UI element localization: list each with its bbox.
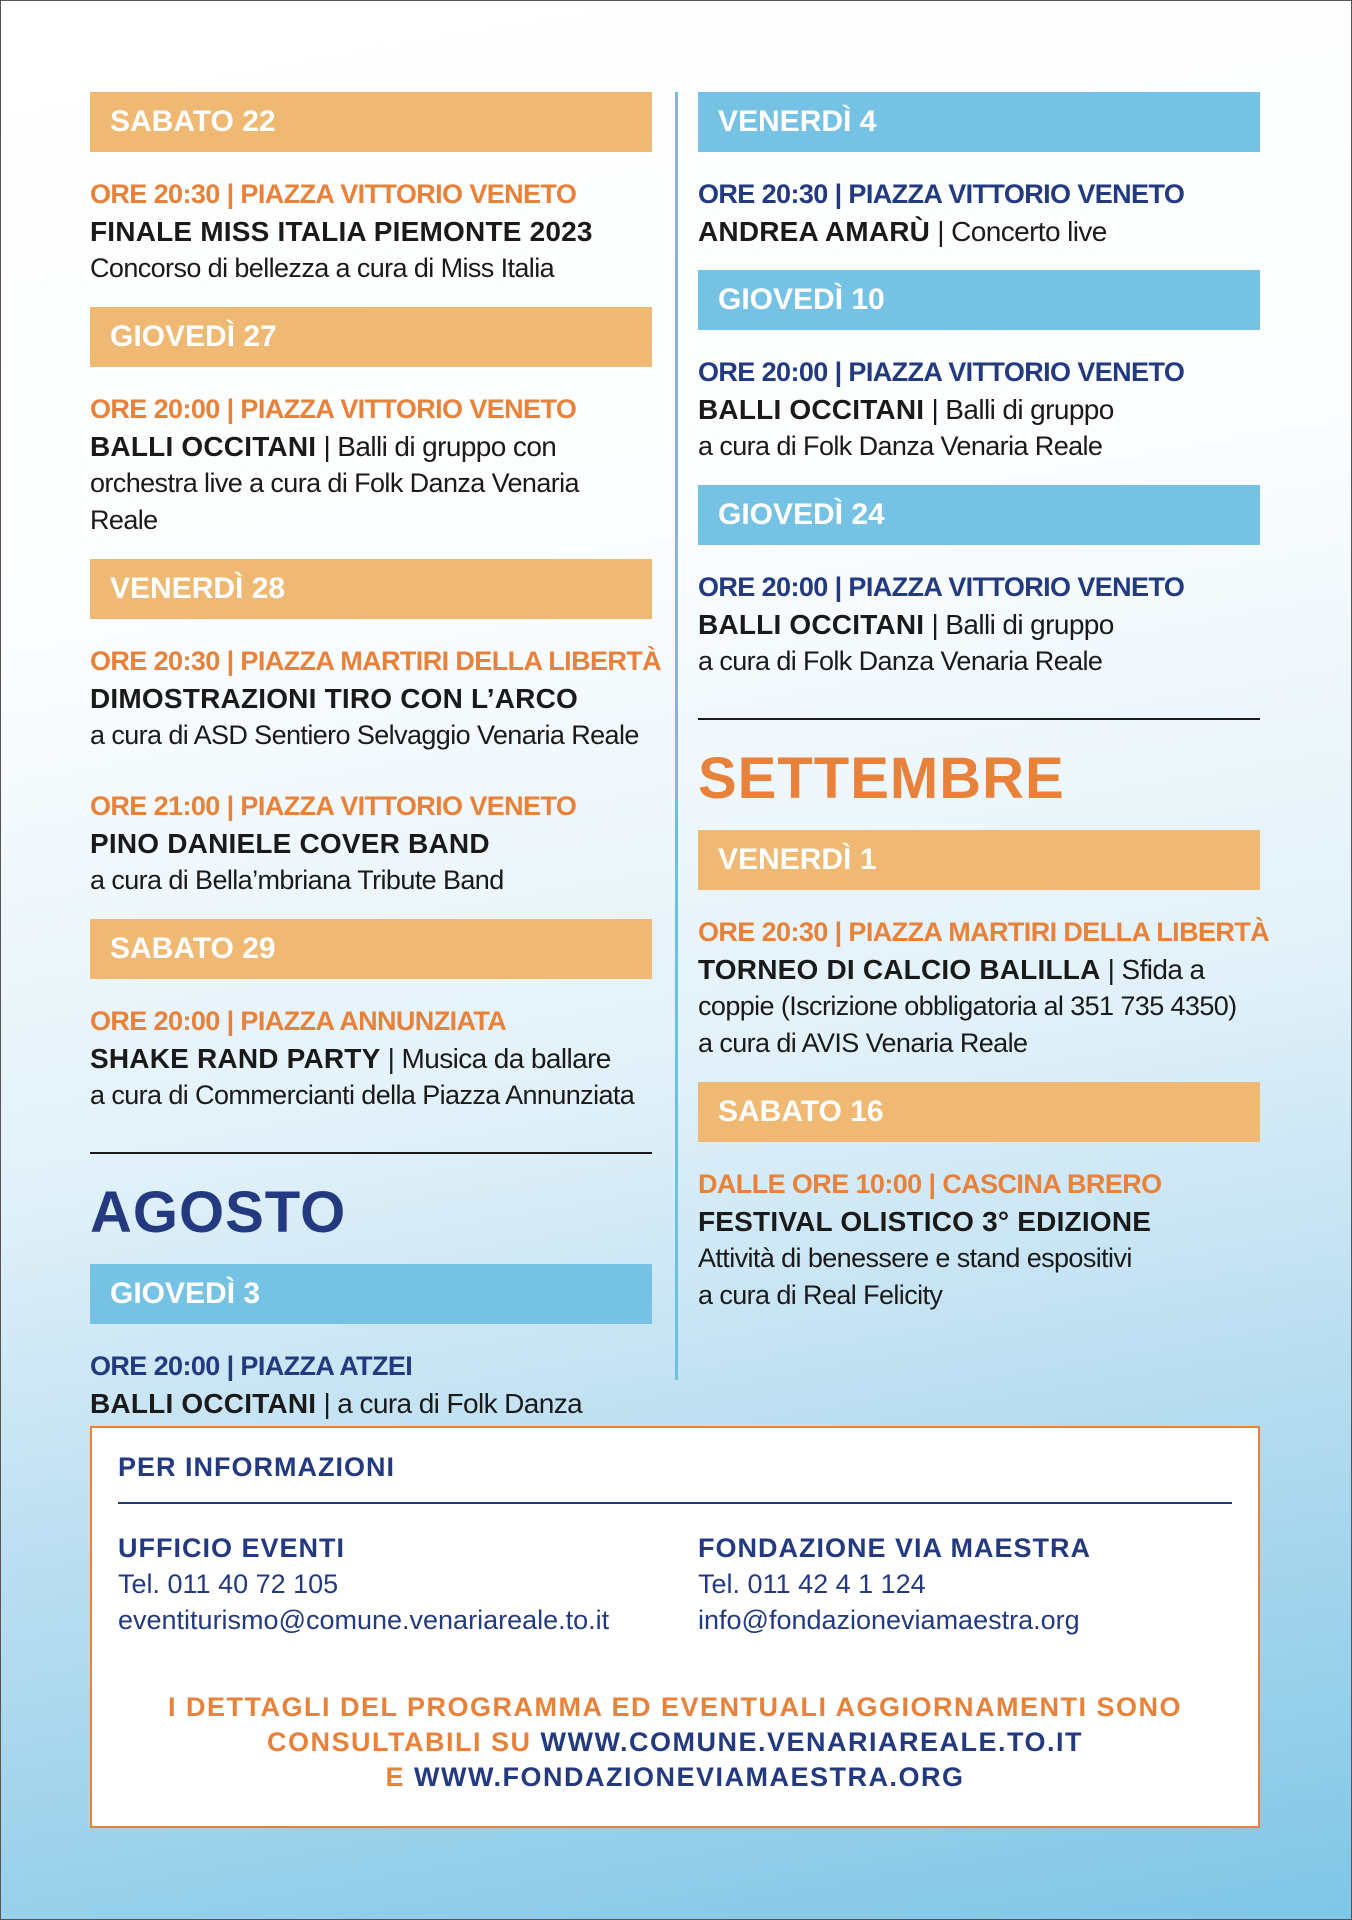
- event-balli-occitani-27: [90, 391, 652, 539]
- event-title: FESTIVAL OLISTICO 3° EDIZIONE: [698, 1206, 1152, 1237]
- contact-fondazione-via-maestra: [698, 1530, 1091, 1638]
- day-header-giovedi-10: GIOVEDÌ 10: [698, 270, 1260, 330]
- event-title-text: BALLI OCCITANI: [90, 1388, 317, 1419]
- month-heading-agosto: AGOSTO: [90, 1180, 347, 1245]
- column-divider: [675, 92, 678, 1380]
- event-title: [698, 606, 1260, 643]
- event-festival-olistico: [698, 1166, 1260, 1314]
- event-time-place: ORE 20:00 | PIAZZA VITTORIO VENETO: [698, 357, 1185, 387]
- right-column: [698, 92, 1270, 1324]
- event-balli-occitani-24: [698, 569, 1260, 680]
- event-title: [90, 428, 652, 465]
- event-description: a cura di Folk Danza Venaria Reale: [698, 431, 1103, 461]
- event-title-text: BALLI OCCITANI: [698, 609, 925, 640]
- event-title-text: ANDREA AMARÙ: [698, 216, 931, 247]
- program-notice: [92, 1690, 1258, 1795]
- notice-prefix: E: [385, 1762, 415, 1792]
- event-title-desc: | Musica da ballare: [380, 1043, 611, 1074]
- event-title: DIMOSTRAZIONI TIRO CON L’ARCO: [90, 683, 579, 714]
- event-title-text: BALLI OCCITANI: [698, 394, 925, 425]
- event-title-desc: | Balli di gruppo: [924, 394, 1114, 425]
- notice-prefix: CONSULTABILI SU: [267, 1727, 541, 1757]
- event-time-place: ORE 20:30 | PIAZZA VITTORIO VENETO: [90, 179, 577, 209]
- month-divider: [698, 718, 1260, 720]
- event-title-text: BALLI OCCITANI: [90, 431, 317, 462]
- event-title: FINALE MISS ITALIA PIEMONTE 2023: [90, 216, 593, 247]
- info-box: [90, 1426, 1260, 1828]
- event-title-desc: | Concerto live: [930, 216, 1107, 247]
- event-description: a cura di Bella’mbriana Tribute Band: [90, 865, 504, 895]
- event-description: coppie (Iscrizione obbligatoria al 351 735 4350): [698, 991, 1237, 1021]
- event-calcio-balilla: [698, 914, 1270, 1062]
- event-time-place: ORE 20:30 | PIAZZA VITTORIO VENETO: [698, 179, 1185, 209]
- event-description: a cura di ASD Sentiero Selvaggio Venaria Reale: [90, 720, 639, 750]
- event-balli-occitani-10: [698, 354, 1260, 465]
- event-description: a cura di Commercianti della Piazza Annunziata: [90, 1080, 635, 1110]
- notice-line-2: [92, 1725, 1258, 1760]
- info-divider: [118, 1502, 1232, 1504]
- event-title-desc: | Sfida a: [1100, 954, 1205, 985]
- day-header-giovedi-27: GIOVEDÌ 27: [90, 307, 652, 367]
- notice-line-3: [92, 1760, 1258, 1795]
- day-header-giovedi-24: GIOVEDÌ 24: [698, 485, 1260, 545]
- contact-phone[interactable]: Tel. 011 40 72 105: [118, 1569, 339, 1599]
- event-description: orchestra live a cura di Folk Danza Venaria Reale: [90, 468, 579, 535]
- event-title-desc: | Balli di gruppo con: [316, 431, 557, 462]
- contact-phone[interactable]: Tel. 011 42 4 1 124: [698, 1569, 926, 1599]
- event-time-place: DALLE ORE 10:00 | CASCINA BRERO: [698, 1169, 1162, 1199]
- day-header-venerdi-4: VENERDÌ 4: [698, 92, 1260, 152]
- event-shake-rand-party: [90, 1003, 652, 1114]
- day-header-venerdi-1: VENERDÌ 1: [698, 830, 1260, 890]
- event-title: [698, 951, 1260, 988]
- day-header-sabato-22: SABATO 22: [90, 92, 652, 152]
- day-header-sabato-16: SABATO 16: [698, 1082, 1260, 1142]
- info-title: PER INFORMAZIONI: [118, 1452, 395, 1482]
- event-description: a cura di Folk Danza Venaria Reale: [698, 646, 1103, 676]
- event-title: [698, 213, 1260, 250]
- event-title: [90, 1040, 652, 1077]
- event-description: Attività di benessere e stand espositivi: [698, 1243, 1132, 1273]
- comune-website-link[interactable]: WWW.COMUNE.VENARIAREALE.TO.IT: [540, 1727, 1083, 1757]
- event-title: PINO DANIELE COVER BAND: [90, 828, 490, 859]
- event-time-place: ORE 20:00 | PIAZZA ATZEI: [90, 1351, 413, 1381]
- contact-name: UFFICIO EVENTI: [118, 1533, 346, 1563]
- event-title-text: SHAKE RAND PARTY: [90, 1043, 381, 1074]
- event-time-place: ORE 20:30 | PIAZZA MARTIRI DELLA LIBERTÀ: [698, 917, 1270, 947]
- event-title: [90, 1385, 652, 1422]
- event-miss-italia: [90, 176, 652, 287]
- day-header-sabato-29: SABATO 29: [90, 919, 652, 979]
- notice-line-1: I DETTAGLI DEL PROGRAMMA ED EVENTUALI AGGIORNAMENTI SONO: [167, 1692, 1182, 1722]
- contact-name: FONDAZIONE VIA MAESTRA: [698, 1533, 1091, 1563]
- event-time-place: ORE 20:30 | PIAZZA MARTIRI DELLA LIBERTÀ: [90, 646, 662, 676]
- contact-ufficio-eventi: [118, 1530, 609, 1638]
- fondazione-website-link[interactable]: WWW.FONDAZIONEVIAMAESTRA.ORG: [414, 1762, 965, 1792]
- event-description-2: a cura di Real Felicity: [698, 1280, 943, 1310]
- month-divider: [90, 1152, 652, 1154]
- event-description: Concorso di bellezza a cura di Miss Italia: [90, 253, 555, 283]
- event-time-place: ORE 20:00 | PIAZZA VITTORIO VENETO: [698, 572, 1185, 602]
- event-title-desc: | a cura di Folk Danza: [316, 1388, 583, 1419]
- month-heading-settembre: SETTEMBRE: [698, 746, 1065, 811]
- event-time-place: ORE 21:00 | PIAZZA VITTORIO VENETO: [90, 791, 577, 821]
- contact-email[interactable]: info@fondazioneviamaestra.org: [698, 1605, 1080, 1635]
- event-time-place: ORE 20:00 | PIAZZA VITTORIO VENETO: [90, 394, 577, 424]
- event-pino-daniele: [90, 788, 652, 899]
- event-time-place: ORE 20:00 | PIAZZA ANNUNZIATA: [90, 1006, 507, 1036]
- left-column: [90, 92, 662, 1469]
- event-title-desc: | Balli di gruppo: [924, 609, 1114, 640]
- event-title-text: TORNEO DI CALCIO BALILLA: [698, 954, 1101, 985]
- event-andrea-amaru: [698, 176, 1260, 250]
- event-tiro-con-arco: [90, 643, 662, 754]
- day-header-giovedi-3: GIOVEDÌ 3: [90, 1264, 652, 1324]
- event-title: [698, 391, 1260, 428]
- event-description-2: a cura di AVIS Venaria Reale: [698, 1028, 1028, 1058]
- contact-email[interactable]: eventiturismo@comune.venariareale.to.it: [118, 1605, 610, 1635]
- day-header-venerdi-28: VENERDÌ 28: [90, 559, 652, 619]
